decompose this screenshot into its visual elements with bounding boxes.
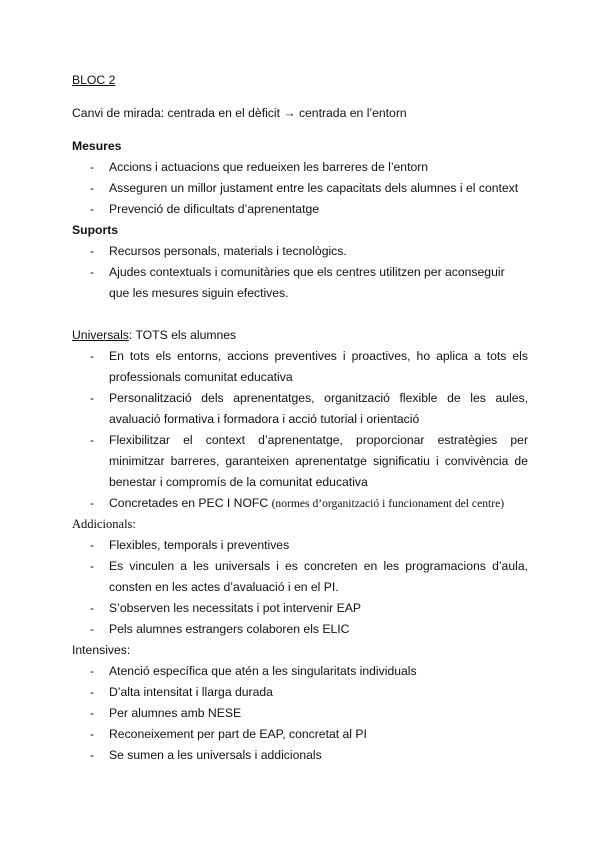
- bullet-dash: -: [90, 349, 95, 363]
- list-item: - Es vinculen a les universals i es concreten en les programacions d’aula, consten en les actes d’avaluació i en el PI.: [72, 556, 528, 598]
- bullet-dash: -: [90, 160, 95, 174]
- list-item: - Atenció específica que atén a les singularitats individuals: [72, 661, 528, 682]
- universals-label: [72, 325, 528, 346]
- list-item: - Per alumnes amb NESE: [72, 703, 528, 724]
- bullet-dash: -: [90, 202, 95, 216]
- intro-line: Canvi de mirada: centrada en el dèficit → centrada en l’entorn: [72, 106, 407, 120]
- bullet-dash: -: [90, 265, 95, 279]
- intensives-label: Intensives:: [72, 643, 131, 657]
- suports-list: [72, 241, 528, 304]
- list-item: - Pels alumnes estrangers colaboren els ELIC: [72, 619, 528, 640]
- mesures-list: [72, 157, 528, 220]
- bullet-dash: -: [90, 601, 95, 615]
- list-item: - En tots els entorns, accions preventives i proactives, ho aplica a tots els professionals comunitat educativa: [72, 346, 528, 388]
- universals-title: Universals: [72, 328, 129, 342]
- bullet-dash: -: [90, 685, 95, 699]
- addicionals-list: [72, 535, 528, 640]
- bullet-dash: -: [90, 622, 95, 636]
- list-item: - Asseguren un millor justament entre les capacitats dels alumnes i el context: [72, 178, 528, 199]
- bullet-dash: -: [90, 559, 95, 573]
- list-item: - Reconeixement per part de EAP, concretat al PI: [72, 724, 528, 745]
- nofc-note: (normes d’organització i funcionament del centre): [271, 497, 505, 510]
- list-item: - Flexibilitzar el context d’aprenentatge, proporcionar estratègies per minimitzar barreres, garanteixen aprenentatge significatiu i convivència de benestar i compromís de la comunitat educativa: [72, 430, 528, 493]
- bullet-dash: -: [90, 538, 95, 552]
- blank-line: [72, 304, 528, 325]
- page-title: BLOC 2: [72, 73, 116, 87]
- list-item: - Concretades en PEC I NOFC (normes d’organització i funcionament del centre): [72, 493, 528, 514]
- addicionals-label: Addicionals:: [72, 517, 136, 531]
- list-item: - S’observen les necessitats i pot intervenir EAP: [72, 598, 528, 619]
- bullet-dash: -: [90, 748, 95, 762]
- suports-heading: Suports: [72, 223, 119, 237]
- list-item: - Accions i actuacions que redueixen les barreres de l’entorn: [72, 157, 528, 178]
- bullet-dash: -: [90, 391, 95, 405]
- intensives-list: [72, 661, 528, 766]
- list-item: - Personalització dels aprenentatges, organització flexible de les aules, avaluació formativa i formadora i acció tutorial i orientació: [72, 388, 528, 430]
- list-item: - Prevenció de dificultats d’aprenentatge: [72, 199, 528, 220]
- universals-subtitle: : TOTS els alumnes: [128, 328, 237, 342]
- mesures-heading: Mesures: [72, 139, 122, 153]
- list-item: - Se sumen a les universals i addicionals: [72, 745, 528, 766]
- bullet-dash: -: [90, 706, 95, 720]
- universals-list: [72, 346, 528, 514]
- bullet-dash: -: [90, 664, 95, 678]
- bullet-dash: -: [90, 181, 95, 195]
- bullet-dash: -: [90, 727, 95, 741]
- list-item: - Ajudes contextuals i comunitàries que els centres utilitzen per aconseguir que les mesures siguin efectives.: [72, 262, 528, 304]
- document-page: [72, 70, 528, 766]
- bullet-dash: -: [90, 433, 95, 447]
- bullet-dash: -: [90, 496, 95, 510]
- bullet-dash: -: [90, 244, 95, 258]
- list-item: - Recursos personals, materials i tecnològics.: [72, 241, 528, 262]
- list-item: - Flexibles, temporals i preventives: [72, 535, 528, 556]
- list-item: - D’alta intensitat i llarga durada: [72, 682, 528, 703]
